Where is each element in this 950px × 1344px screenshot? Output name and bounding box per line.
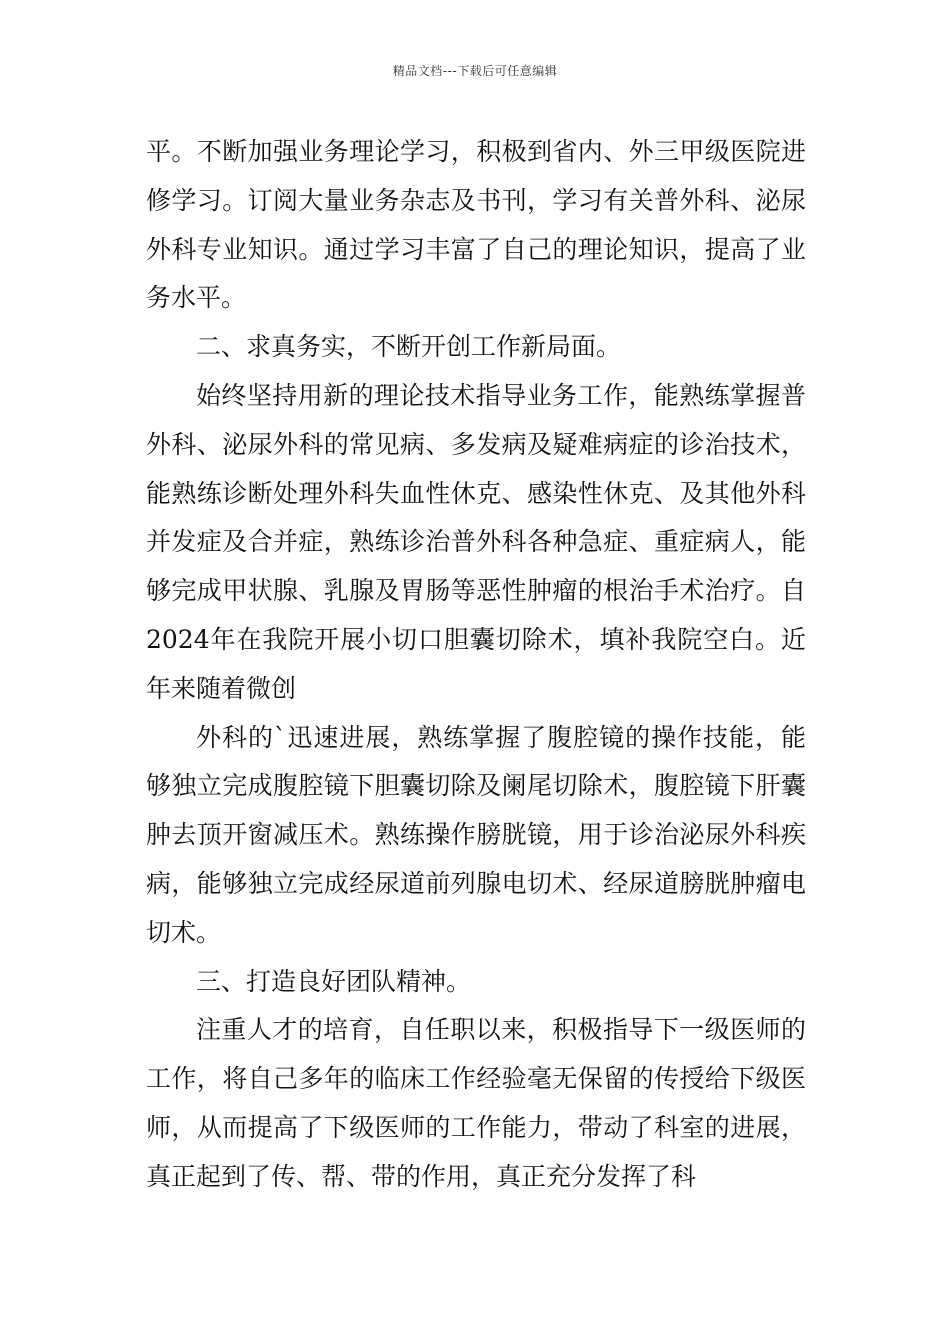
- page-header: 精品文档---下载后可任意编辑: [392, 64, 558, 78]
- paragraph: 平。不断加强业务理论学习，积极到省内、外三甲级医院进修学习。订阅大量业务杂志及书刊，学习有关普外科、泌尿外科专业知识。通过学习丰富了自己的理论知识，提高了业务水平。: [146, 137, 806, 313]
- paragraph: 始终坚持用新的理论技术指导业务工作，能熟练掌握普外科、泌尿外科的常见病、多发病及疑难病症的诊治技术，能熟练诊断处理外科失血性休克、感染性休克、及其他外科并发症及合并症，熟练诊治普外科各种急症、重症病人，能够完成甲状腺、乳腺及胃肠等恶性肿瘤的根治手术治疗。自2024年在我院开展小切口胆囊切除术，填补我院空白。近年来随着微创: [146, 380, 806, 703]
- paragraph: 注重人才的培育，自任职以来，积极指导下一级医师的工作，将自己多年的临床工作经验毫无保留的传授给下级医师，从而提高了下级医师的工作能力，带动了科室的进展，真正起到了传、帮、带的作用，真正充分发挥了科: [146, 1015, 806, 1191]
- section-heading: 三、打造良好团队精神。: [196, 966, 472, 996]
- section-heading: 二、求真务实，不断开创工作新局面。: [196, 332, 622, 362]
- paragraph: 外科的`迅速进展，熟练掌握了腹腔镜的操作技能，能够独立完成腹腔镜下胆囊切除及阑尾切除术，腹腔镜下肝囊肿去顶开窗减压术。熟练操作膀胱镜，用于诊治泌尿外科疾病，能够独立完成经尿道前列腺电切术、经尿道膀胱肿瘤电切术。: [146, 722, 806, 947]
- document-body: [146, 128, 806, 1202]
